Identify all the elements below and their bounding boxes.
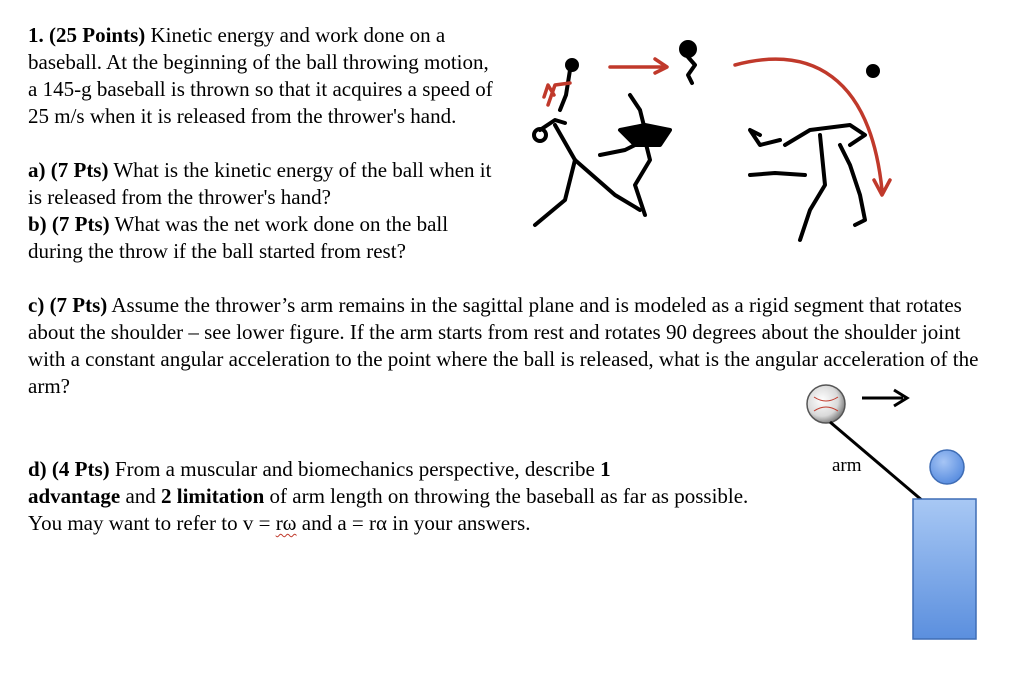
part-a-label: a) (7 Pts) <box>28 158 109 182</box>
figure-3-arm <box>750 173 805 175</box>
part-b-label: b) (7 Pts) <box>28 212 110 236</box>
arm-model-figure <box>790 375 1020 665</box>
figure-3-leg <box>800 135 825 240</box>
formula-r-omega: rω <box>275 511 297 535</box>
part-d <box>28 456 768 537</box>
figure-1-arm <box>560 70 570 110</box>
question-number: 1. <box>28 23 44 47</box>
figure-1-head <box>534 129 546 141</box>
figure-1-leg <box>535 160 575 225</box>
part-d-text-2: and <box>120 484 162 508</box>
question-points: (25 Points) <box>49 23 146 47</box>
part-d-limitation: 2 limitation <box>161 484 265 508</box>
figure-3-leg-2 <box>840 145 865 225</box>
part-c-label: c) (7 Pts) <box>28 293 108 317</box>
throwing-motion-sketch <box>520 35 900 250</box>
torso-rectangle <box>913 499 976 639</box>
part-d-text-4: and a = rα in your answers. <box>296 511 531 535</box>
head-circle <box>930 450 964 484</box>
part-b <box>28 211 498 265</box>
red-arrow-1-head <box>544 85 554 97</box>
question-1-intro <box>28 22 498 130</box>
part-d-text-1: From a muscular and biomechanics perspective, describe <box>109 457 601 481</box>
part-a <box>28 157 498 211</box>
part-a-text: What is the kinetic energy of the ball when it is released from the thrower's hand? <box>28 158 492 209</box>
ball-icon <box>868 66 878 76</box>
baseball-icon <box>807 385 845 423</box>
part-d-advantage: advantage <box>28 484 121 508</box>
part-b-text: What was the net work done on the ball during the throw if the ball started from rest? <box>28 212 449 263</box>
part-d-number: 1 <box>600 457 611 481</box>
part-d-label: d) (4 Pts) <box>28 457 110 481</box>
part-c-text: Assume the thrower’s arm remains in the sagittal plane and is modeled as a rigid segment that rotates about the shoulder – see lower figure. If the arm starts from rest and rotates 90 degrees about the shoulder joint with a constant angular acceleration to the point where the ball is released, what is the angular acceleration of the arm? <box>28 293 979 398</box>
figure-3-head <box>750 130 780 145</box>
part-d-text-3: of arm length on throwing the baseball as far as possible. You may want to refer to v = <box>28 484 749 535</box>
question-1-text: Kinetic energy and work done on a baseball. At the beginning of the ball throwing motion, a 145-g baseball is thrown so that it acquires a speed of 25 m/s when it is released from the thrower's hand. <box>28 23 493 128</box>
figure-1-limb <box>600 140 650 215</box>
arm-label: arm <box>832 455 862 476</box>
ball-icon <box>567 60 577 70</box>
red-arrow-3 <box>735 59 882 190</box>
ball-icon <box>681 42 695 56</box>
figure-3-shoulder <box>785 125 865 145</box>
figure-2-arm <box>688 57 695 83</box>
